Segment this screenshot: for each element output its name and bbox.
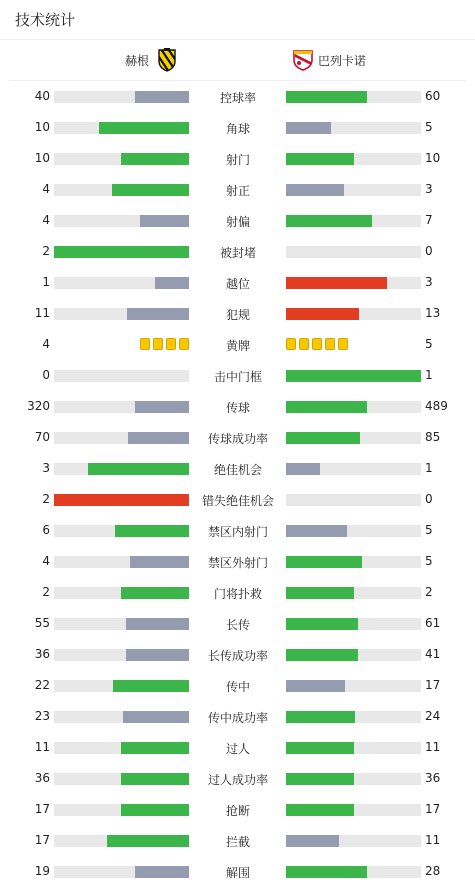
home-value: 2 — [42, 585, 50, 599]
home-bar-fill — [126, 649, 189, 661]
home-bar-fill — [140, 215, 189, 227]
stat-label: 拦截 — [225, 835, 250, 849]
stat-label: 过人成功率 — [207, 773, 268, 787]
yellow-card-icon — [325, 338, 335, 350]
home-value: 11 — [34, 306, 50, 320]
home-value: 36 — [34, 771, 50, 785]
home-bar-track — [54, 246, 189, 258]
away-bar-fill — [286, 122, 331, 134]
home-value: 4 — [42, 337, 50, 351]
away-value: 0 — [425, 492, 433, 506]
home-bar-fill — [121, 773, 189, 785]
home-bar-fill — [99, 122, 189, 134]
away-bar-track — [286, 649, 421, 661]
home-bar-fill — [112, 184, 189, 196]
home-bar-fill — [121, 153, 189, 165]
away-bar-track — [286, 432, 421, 444]
home-bar-track — [54, 401, 189, 413]
home-bar-track — [54, 153, 189, 165]
home-bar-fill — [113, 680, 189, 692]
stat-label: 击中门框 — [213, 370, 262, 384]
stat-row — [0, 81, 475, 112]
stat-label: 角球 — [225, 122, 250, 136]
away-bar-track — [286, 618, 421, 630]
home-bar-fill — [126, 618, 189, 630]
home-value: 36 — [34, 647, 50, 661]
home-value: 1 — [42, 275, 50, 289]
home-bar-fill — [130, 556, 189, 568]
stat-row — [0, 856, 475, 887]
home-value: 4 — [42, 213, 50, 227]
home-bar-fill — [127, 308, 189, 320]
haecken-crest-icon — [155, 48, 179, 72]
home-bar-fill — [135, 91, 189, 103]
stat-row — [0, 112, 475, 143]
home-bar-track — [54, 215, 189, 227]
home-bar-track — [54, 587, 189, 599]
stat-row — [0, 732, 475, 763]
away-yellow-cards — [286, 338, 348, 350]
home-bar-track — [54, 556, 189, 568]
away-bar-track — [286, 804, 421, 816]
home-bar-track — [54, 370, 189, 382]
away-value: 5 — [425, 523, 433, 537]
home-value: 6 — [42, 523, 50, 537]
away-bar-fill — [286, 153, 354, 165]
away-bar-track — [286, 866, 421, 878]
page-title-text: 技术统计 — [15, 11, 76, 29]
away-bar-fill — [286, 370, 421, 382]
home-bar-track — [54, 494, 189, 506]
yellow-card-icon — [312, 338, 322, 350]
home-bar-track — [54, 432, 189, 444]
away-bar-track — [286, 525, 421, 537]
home-bar-track — [54, 525, 189, 537]
stat-row — [0, 670, 475, 701]
away-bar-track — [286, 277, 421, 289]
home-value: 0 — [42, 368, 50, 382]
stat-label: 门将扑救 — [213, 587, 262, 601]
home-value: 22 — [34, 678, 50, 692]
home-bar-fill — [155, 277, 189, 289]
away-bar-track — [286, 835, 421, 847]
away-value: 11 — [425, 833, 441, 847]
yellow-card-icon — [179, 338, 189, 350]
away-value: 5 — [425, 554, 433, 568]
home-bar-track — [54, 649, 189, 661]
home-bar-track — [54, 866, 189, 878]
stat-label: 长传成功率 — [207, 649, 268, 663]
away-value: 0 — [425, 244, 433, 258]
away-bar-track — [286, 91, 421, 103]
away-bar-track — [286, 401, 421, 413]
away-value: 60 — [425, 89, 441, 103]
home-bar-track — [54, 184, 189, 196]
away-value: 13 — [425, 306, 441, 320]
away-value: 1 — [425, 368, 433, 382]
away-bar-track — [286, 184, 421, 196]
home-value: 3 — [42, 461, 50, 475]
stat-label: 长传 — [225, 618, 250, 632]
home-bar-track — [54, 308, 189, 320]
away-value: 7 — [425, 213, 433, 227]
stat-row — [0, 360, 475, 391]
away-value: 17 — [425, 802, 441, 816]
away-value: 41 — [425, 647, 441, 661]
away-value: 3 — [425, 182, 433, 196]
away-bar-fill — [286, 525, 347, 537]
away-bar-track — [286, 556, 421, 568]
stat-label: 犯规 — [225, 308, 250, 322]
rayo-vallecano-crest-icon — [291, 48, 315, 72]
away-value: 2 — [425, 585, 433, 599]
home-bar-track — [54, 711, 189, 723]
stat-label: 传中成功率 — [207, 711, 268, 725]
away-value: 85 — [425, 430, 441, 444]
stat-row — [0, 546, 475, 577]
stat-label: 被封堵 — [219, 246, 256, 260]
away-bar-fill — [286, 91, 367, 103]
away-value: 11 — [425, 740, 441, 754]
home-value: 55 — [34, 616, 50, 630]
away-bar-fill — [286, 184, 344, 196]
stat-label: 禁区内射门 — [207, 525, 268, 539]
yellow-card-icon — [140, 338, 150, 350]
away-bar-fill — [286, 308, 359, 320]
away-bar-fill — [286, 556, 362, 568]
stat-row — [0, 298, 475, 329]
stat-label: 过人 — [225, 742, 250, 756]
stat-row — [0, 174, 475, 205]
home-bar-track — [54, 122, 189, 134]
home-bar-fill — [54, 246, 189, 258]
stat-label: 传中 — [225, 680, 250, 694]
home-value: 70 — [34, 430, 50, 444]
home-bar-track — [54, 680, 189, 692]
home-value: 2 — [42, 492, 50, 506]
home-bar-fill — [135, 401, 189, 413]
stat-label: 传球成功率 — [207, 432, 268, 446]
home-value: 4 — [42, 182, 50, 196]
away-bar-fill — [286, 773, 354, 785]
away-value: 3 — [425, 275, 433, 289]
yellow-card-icon — [338, 338, 348, 350]
stat-label: 射正 — [225, 184, 250, 198]
stat-row — [0, 701, 475, 732]
stat-label: 绝佳机会 — [213, 463, 262, 477]
away-bar-track — [286, 370, 421, 382]
away-bar-fill — [286, 587, 354, 599]
stats-list — [0, 81, 475, 887]
home-value: 4 — [42, 554, 50, 568]
stat-row — [0, 205, 475, 236]
away-bar-track — [286, 711, 421, 723]
home-bar-fill — [88, 463, 189, 475]
stat-label: 射偏 — [225, 215, 250, 229]
page-title — [0, 0, 475, 40]
yellow-card-icon — [153, 338, 163, 350]
stat-label: 错失绝佳机会 — [201, 494, 274, 508]
away-bar-track — [286, 215, 421, 227]
stat-row — [0, 453, 475, 484]
stat-label: 黄牌 — [225, 339, 250, 353]
stat-label: 传球 — [225, 401, 250, 415]
stat-label: 控球率 — [219, 91, 256, 105]
away-value: 489 — [425, 399, 448, 413]
stat-row — [0, 639, 475, 670]
away-bar-fill — [286, 618, 358, 630]
home-bar-fill — [135, 866, 189, 878]
home-value: 19 — [34, 864, 50, 878]
home-value: 40 — [34, 89, 50, 103]
home-value: 10 — [34, 120, 50, 134]
stat-label: 禁区外射门 — [207, 556, 268, 570]
away-value: 24 — [425, 709, 441, 723]
away-bar-track — [286, 494, 421, 506]
home-team — [125, 48, 179, 72]
away-bar-track — [286, 153, 421, 165]
stat-row — [0, 515, 475, 546]
stat-row — [0, 267, 475, 298]
away-bar-fill — [286, 835, 339, 847]
stat-label: 射门 — [225, 153, 250, 167]
away-bar-fill — [286, 432, 360, 444]
away-team-name: 巴列卡诺 — [318, 53, 367, 68]
stat-row — [0, 825, 475, 856]
away-bar-track — [286, 680, 421, 692]
home-value: 2 — [42, 244, 50, 258]
away-bar-fill — [286, 742, 354, 754]
away-bar-fill — [286, 711, 355, 723]
away-bar-track — [286, 308, 421, 320]
home-value: 17 — [34, 833, 50, 847]
home-bar-track — [54, 773, 189, 785]
home-value: 11 — [34, 740, 50, 754]
yellow-card-icon — [299, 338, 309, 350]
away-value: 36 — [425, 771, 441, 785]
away-bar-track — [286, 246, 421, 258]
stat-row — [0, 577, 475, 608]
home-bar-track — [54, 742, 189, 754]
yellow-card-icon — [166, 338, 176, 350]
away-value: 5 — [425, 120, 433, 134]
home-bar-fill — [121, 742, 189, 754]
away-team — [291, 48, 366, 72]
yellow-card-icon — [286, 338, 296, 350]
home-team-name: 赫根 — [124, 53, 149, 68]
away-value: 1 — [425, 461, 433, 475]
stat-row — [0, 329, 475, 360]
home-bar-fill — [115, 525, 189, 537]
stat-row — [0, 608, 475, 639]
home-bar-track — [54, 91, 189, 103]
home-yellow-cards — [140, 338, 189, 350]
stat-row — [0, 763, 475, 794]
away-bar-fill — [286, 804, 354, 816]
away-value: 10 — [425, 151, 441, 165]
home-value: 320 — [27, 399, 50, 413]
stat-label: 抢断 — [225, 804, 250, 818]
away-bar-track — [286, 463, 421, 475]
away-value: 28 — [425, 864, 441, 878]
away-bar-fill — [286, 649, 358, 661]
stat-row — [0, 143, 475, 174]
away-bar-track — [286, 742, 421, 754]
stat-row — [0, 794, 475, 825]
away-value: 61 — [425, 616, 441, 630]
home-bar-fill — [107, 835, 189, 847]
away-bar-fill — [286, 866, 367, 878]
stat-row — [0, 422, 475, 453]
away-bar-track — [286, 587, 421, 599]
home-bar-fill — [121, 587, 189, 599]
home-bar-fill — [121, 804, 189, 816]
away-value: 5 — [425, 337, 433, 351]
away-value: 17 — [425, 678, 441, 692]
away-bar-track — [286, 122, 421, 134]
home-value: 10 — [34, 151, 50, 165]
home-bar-fill — [123, 711, 189, 723]
home-bar-track — [54, 804, 189, 816]
home-bar-fill — [54, 494, 189, 506]
stat-label: 解围 — [225, 866, 250, 880]
home-bar-track — [54, 618, 189, 630]
home-value: 23 — [34, 709, 50, 723]
away-bar-fill — [286, 401, 367, 413]
away-bar-fill — [286, 463, 320, 475]
team-header — [9, 40, 466, 81]
home-value: 17 — [34, 802, 50, 816]
home-bar-fill — [128, 432, 189, 444]
away-bar-fill — [286, 277, 387, 289]
away-bar-fill — [286, 215, 372, 227]
home-bar-track — [54, 835, 189, 847]
home-bar-track — [54, 463, 189, 475]
home-bar-track — [54, 277, 189, 289]
away-bar-fill — [286, 680, 345, 692]
away-bar-track — [286, 773, 421, 785]
stat-row — [0, 484, 475, 515]
stat-row — [0, 391, 475, 422]
stat-row — [0, 236, 475, 267]
stat-label: 越位 — [225, 277, 250, 291]
